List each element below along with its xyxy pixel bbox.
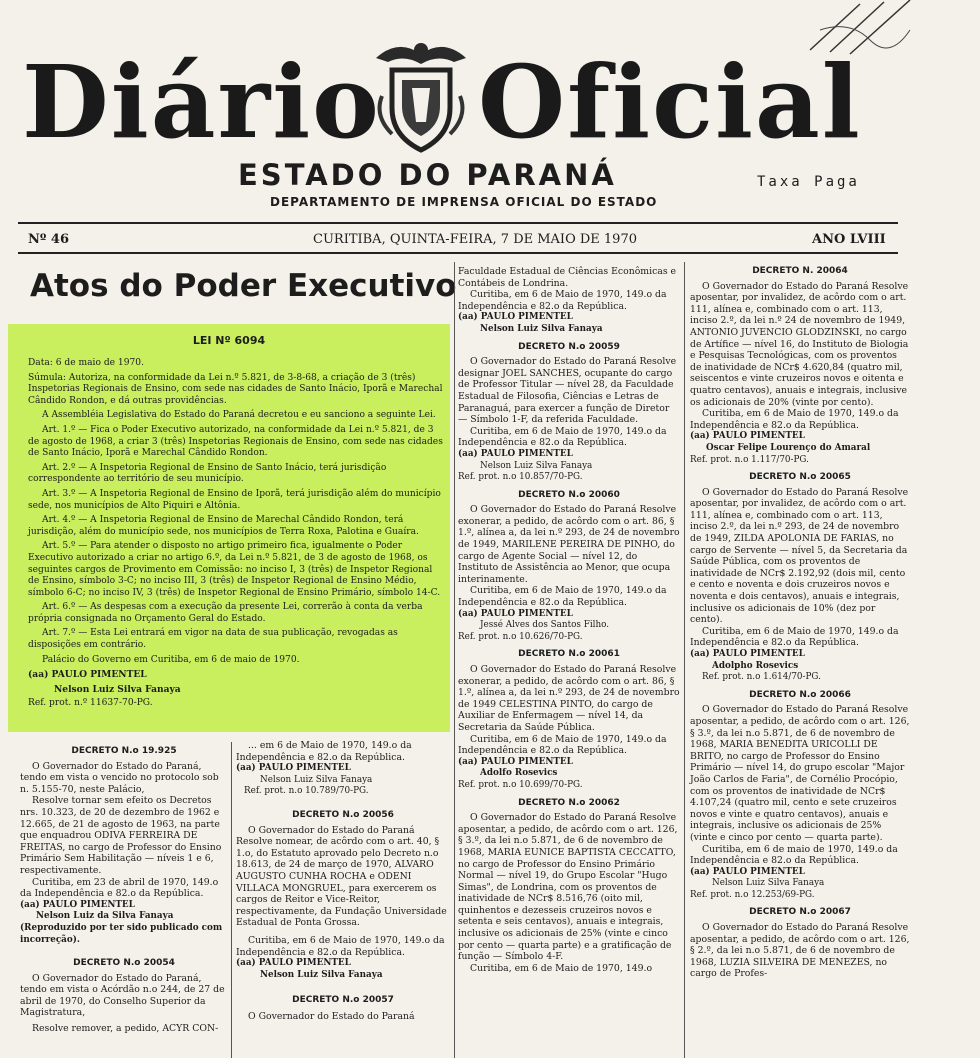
decree-paragraph: O Governador do Estado do Paraná Resolve nomear, de acôrdo com o art. 40, § 1.o, do Estatuto aprovado pelo Decreto n.o 18.613, de 24 de março de 1970, ALVARO AUGUSTO CUNHA ROCHA e ODENI VILLACA MONGRUEL, para exercerem os cargos de Reitor e Vice-Reitor, respectivamente, da Fundação Universidade Estadual de Ponta Grossa.: [236, 824, 447, 929]
decree-heading: DECRETO N.o 20067: [749, 907, 851, 918]
decree-heading: DECRETO N.o 20054: [73, 958, 175, 969]
masthead-rule-top: [18, 222, 898, 224]
dateline: [20, 232, 900, 250]
decree-paragraph: O Governador do Estado do Paraná, tendo em vista o Acórdão n.o 244, de 27 de abril de 1970, do Conselho Superior da Magistratura,: [20, 972, 225, 1019]
column-divider: [231, 742, 232, 1058]
decree-paragraph: Curitiba, em 6 de Maio de 1970, 149.o da Independência e 82.o da República.: [458, 585, 667, 609]
signature-scribble-icon: [800, 0, 920, 60]
decree-signature: Nelson Luiz Silva Fanaya: [480, 323, 603, 334]
decree-heading: DECRETO N.o 20062: [518, 797, 620, 808]
year-number: ANO LVIII: [812, 232, 886, 247]
law-paragraph: Art. 2.º — A Inspetoria Regional de Ensino de Santo Inácio, terá jurisdição correspondente ao território de seu município.: [28, 462, 387, 485]
law-paragraph: Art. 5.º — Para atender o disposto no artigo primeiro fica, igualmente o Poder Executivo autorizado a criar no artigo 6.º, da Lei n.º 5.821, de 3 de agosto de 1968, os seguintes cargos de Provimento em Comissão: no inciso I, 3 (três) de Inspetor Regional de Ensino, símbolo 3-C; no inciso III, 3 (três) de Inspetor Regional de Ensino Médio, símbolo 6-C; no inciso IV, 3 (três) de Inspetor Regional de Ensino Primário, símbolo 14-C.: [28, 541, 441, 598]
decree-paragraph: Faculdade Estadual de Ciências Econômicas e Contábeis de Londrina.: [458, 266, 677, 289]
decree-reference: Ref. prot. n.o 10.789/70-PG.: [244, 786, 369, 797]
decree-heading: DECRETO N.o 20060: [518, 489, 620, 500]
column-2: [236, 740, 450, 1022]
law-paragraph: Art. 3.º — A Inspetoria Regional de Ensino de Iporã, terá jurisdição além do município sede, nos municípios de Alto Piquiri e Altônia.: [28, 488, 441, 511]
masthead: [0, 0, 980, 228]
decree-heading: DECRETO N.o 20065: [749, 472, 851, 483]
decree-paragraph: O Governador do Estado do Paraná Resolve exonerar, a pedido, de acôrdo com o art. 86, § 1.º, alínea a, da lei n.º 293, de 24 de novembro de 1949 CELESTINA PINTO, do cargo de Auxiliar de Enfermagem — nível 14, da Secretaria da Saúde Pública.: [458, 664, 680, 733]
decree-paragraph: O Governador do Estado do Paraná Resolve aposentar, a pedido, de acôrdo com o art. 126, § 3.º, da lei n.o 5.871, de 6 de novembro de 1968, MARIA BENEDITA URICOLLI DE BRITO, no cargo de Professor do Ensino Primário — nível 14, do grupo escolar "Major João Carlos de Faria", de Cornélio Procópio, com os proventos de inatividade de NCr$ 4.107,24 (quatro mil, cento e sete cruzeiros novos e vinte e quatro centavos), anuais e integrais, inclusive os adicionais de 25% (vinte e cinco por cento — quarta parte).: [690, 704, 910, 843]
decree-heading: DECRETO N.o 20059: [518, 341, 620, 352]
decree-signature: Adolfo Rosevics: [480, 768, 558, 779]
law-reference: Ref. prot. n.º 11637-70-PG.: [28, 698, 153, 709]
decree-signature: Nelson Luiz Silva Fanaya: [260, 969, 383, 980]
decree-paragraph: Curitiba, em 6 de Maio de 1970, 149.o da Independência e 82.o da República.: [690, 625, 899, 649]
decree-paragraph: O Governador do Estado do Paraná Resolve aposentar, por invalidez, de acôrdo com o art. 111, alínea e, combinado com o art. 113, inciso 2.º, da lei n.º 293, de 24 de novembro de 1949, ZILDA APOLONIA DE FARIAS, no cargo de Servente — nível 5, da Secretaria da Saúde Pública, com os proventos de inatividade de NCr$ 2.192,92 (dois mil, cento e cento e noventa e dois cruzeiros novos e noventa e dois centavos), anuais e integrais, inclusive os adicionais de 10% (dez por cento).: [690, 486, 909, 626]
masthead-title-right: Oficial: [478, 43, 862, 161]
issue-number: Nº 46: [28, 232, 69, 247]
decree-paragraph: Curitiba, em 6 de Maio de 1970, 149.o da Independência e 82.o da República.: [236, 934, 445, 958]
decree-signature: Nelson Luiz Silva Fanaya: [712, 878, 825, 889]
law-signature: Nelson Luiz Silva Fanaya: [54, 683, 181, 695]
decree-signature: Oscar Felipe Lourenço do Amaral: [706, 442, 871, 453]
law-paragraph: Art. 1.º — Fica o Poder Executivo autorizado, na conformidade da Lei n.º 5.821, de 3 de agosto de 1968, a criar 3 (três) Inspetorias Regionais de Ensino, com sede nas cidades de Santo Inácio, Iporã e Marechal Cândido Rondon.: [28, 424, 443, 459]
postage-paid-stamp: Taxa Paga: [757, 174, 860, 190]
decree-signature: (aa) PAULO PIMENTEL: [690, 866, 805, 877]
column-1: [20, 740, 228, 1035]
law-body: [28, 358, 444, 713]
decree-signature: (aa) PAULO PIMENTEL: [20, 899, 135, 910]
decree-paragraph: Curitiba, em 6 de Maio de 1970, 149.o da Independência e 82.o da República.: [458, 425, 667, 449]
law-paragraph: Súmula: Autoriza, na conformidade da Lei n.º 5.821, de 3-8-68, a criação de 3 (três) Inspetorias Regionais de Ensino, com sede nas cidades de Santo Inácio, Iporã e Marechal Cândido Rondon, e dá outras providências.: [28, 372, 443, 406]
decree-paragraph: Curitiba, em 6 de Maio de 1970, 149.o da Independência e 82.o da República.: [458, 289, 667, 312]
decree-signature: Nelson Luiz Silva Fanaya: [480, 460, 593, 471]
law-paragraph: Art. 7.º — Esta Lei entrará em vigor na data de sua publicação, revogadas as disposições em contrário.: [28, 628, 398, 651]
decree-signature: (aa) PAULO PIMENTEL: [458, 756, 573, 767]
decree-paragraph: Resolve remover, a pedido, ACYR CON-: [32, 1023, 219, 1035]
decree-signature: (aa) PAULO PIMENTEL: [458, 608, 573, 619]
decree-paragraph: O Governador do Estado do Paraná Resolve aposentar, por invalidez, de acôrdo com o art. 111, alínea e, combinado com o art. 113, inciso 2.º, da lei n.º 24 de novembro de 1949, ANTONIO JUVENCIO GLODZINSKI, no cargo de Artífice — nível 16, do Instituto de Biologia e Pesquisas Tecnológicas, com os proventos de inatividade de NCr$ 4.620,84 (quatro mil, seiscentos e vinte cruzeiros novos e oitenta e quatro centavos), anuais e integrais, inclusive os adicionais de 20% (vinte por cento).: [690, 280, 909, 408]
decree-paragraph: Curitiba, em 6 de Maio de 1970, 149.o: [470, 962, 653, 974]
department-name: DEPARTAMENTO DE IMPRENSA OFICIAL DO ESTADO: [270, 195, 658, 209]
law-paragraph: Data: 6 de maio de 1970.: [28, 358, 144, 368]
decree-signature: (aa) PAULO PIMENTEL: [236, 958, 351, 969]
decree-signature: Jessé Alves dos Santos Filho.: [480, 620, 610, 631]
section-title: Atos do Poder Executivo: [30, 268, 457, 304]
law-title: LEI Nº 6094: [192, 334, 266, 347]
coat-of-arms-icon: [368, 36, 474, 156]
decree-signature: (aa) PAULO PIMENTEL: [236, 763, 351, 774]
decree-reference: Ref. prot. n.o 12.253/69-PG.: [690, 889, 815, 900]
decree-signature: (aa) PAULO PIMENTEL: [690, 431, 805, 442]
law-paragraph: Art. 4.º — A Inspetoria Regional de Ensino de Marechal Cândido Rondon, terá jurisdição, além do município sede, nos municípios de Terra Roxa, Palotina e Guaíra.: [28, 515, 419, 537]
decree-paragraph: O Governador do Estado do Paraná Resolve aposentar, a pedido, de acôrdo com o art. 126, § 2.º, da lei n.o 5.871, de 6 de novembro de 1968, LUZIA SILVEIRA DE MENEZES, no cargo de Profes-: [690, 922, 910, 980]
column-4: [690, 266, 910, 980]
decree-paragraph: Curitiba, em 6 de Maio de 1970, 149.o da Independência e 82.o da República.: [458, 733, 667, 757]
law-signature: (aa) PAULO PIMENTEL: [28, 669, 147, 681]
decree-paragraph: Resolve tornar sem efeito os Decretos nrs. 10.323, de 20 de dezembro de 1962 e 12.665, de 21 de agosto de 1963, na parte que enquadrou ODIVA FERREIRA DE FREITAS, no cargo de Professor do Ensino Primário Sem Habilitação — níveis 1 e 6, respectivamente.: [20, 795, 222, 876]
decree-signature: (aa) PAULO PIMENTEL: [458, 448, 573, 459]
decree-signature: (aa) PAULO PIMENTEL: [690, 649, 805, 659]
masthead-title-left: Diário: [22, 43, 381, 161]
decree-signature: Nelson Luiz da Silva Fanaya: [36, 911, 174, 922]
state-name: ESTADO DO PARANÁ: [238, 158, 617, 192]
decree-signature: Adolpho Rosevics: [712, 660, 799, 671]
decree-heading: DECRETO N.o 19.925: [71, 746, 177, 756]
decree-paragraph: ... em 6 de Maio de 1970, 149.o da Independência e 82.o da República.: [236, 740, 412, 763]
decree-paragraph: O Governador do Estado do Paraná Resolve designar JOEL SANCHES, ocupante do cargo de Professor Titular — nível 28, da Faculdade Estadual de Filosofia, Ciências e Letras de Paranaguá, para exercer a função de Diretor — Símbolo 1-F, da referida Faculdade.: [458, 356, 677, 426]
city-date: CURITIBA, QUINTA-FEIRA, 7 DE MAIO DE 1970: [313, 232, 637, 247]
decree-paragraph: O Governador do Estado do Paraná Resolve exonerar, a pedido, de acôrdo com o art. 86, § 1.º, alínea a, da lei n.º 293, de 24 de novembro de 1949, MARILENE PEREIRA DE PINHO, do cargo de Agente Social — nível 12, do Instituto de Assistência ao Menor, que ocupa interinamente.: [458, 504, 680, 585]
decree-heading: DECRETO N.o 20061: [518, 649, 620, 660]
column-3: [458, 266, 680, 974]
law-paragraph: A Assembléia Legislativa do Estado do Paraná decretou e eu sanciono a seguinte Lei.: [42, 410, 436, 421]
decree-paragraph: Curitiba, em 6 de Maio de 1970, 149.o da Independência e 82.o da República.: [690, 408, 899, 431]
decree-paragraph: Curitiba, em 23 de abril de 1970, 149.o da Independência e 82.o da República.: [20, 876, 219, 900]
decree-reference: Ref. prot. n.o 10.626/70-PG.: [458, 631, 583, 642]
decree-heading: DECRETO N.o 20066: [749, 689, 851, 700]
law-paragraph: Art. 6.º — As despesas com a execução da presente Lei, correrão à conta da verba própria consignada no Orçamento Geral do Estado.: [28, 602, 423, 624]
decree-paragraph: Curitiba, em 6 de maio de 1970, 149.o da Independência e 82.o da República.: [690, 843, 898, 867]
decree-reference: Ref. prot. n.o 10.699/70-PG.: [458, 779, 583, 790]
column-divider: [684, 262, 685, 1058]
decree-heading: DECRETO N.o 20057: [292, 995, 394, 1006]
decree-reference: Ref. prot. n.o 10.857/70-PG.: [458, 472, 583, 483]
masthead-rule-bottom: [18, 252, 898, 254]
law-highlight-box: [8, 324, 450, 732]
decree-reference: Ref. prot. n.o 1.614/70-PG.: [702, 672, 821, 683]
decree-heading: DECRETO N. 20064: [752, 266, 848, 276]
decree-paragraph: O Governador do Estado do Paraná, tendo em vista o vencido no protocolo sob n. 5.155-70, neste Palácio,: [20, 760, 219, 795]
decree-note: (Reproduzido por ter sido publicado com incorreção).: [20, 922, 223, 945]
decree-signature: Nelson Luiz Silva Fanaya: [260, 774, 373, 785]
decree-heading: DECRETO N.o 20056: [292, 809, 394, 820]
column-divider: [454, 262, 455, 1058]
decree-paragraph: O Governador do Estado do Paraná: [248, 1010, 415, 1022]
decree-paragraph: O Governador do Estado do Paraná Resolve aposentar, a pedido, de acôrdo com o art. 126, § 3.º, da lei n.o 5.871, de 6 de novembro de 1968, MARIA EUNICE BAPTISTA CECCATTO, no cargo de Professor do Ensino Primário Normal — nível 19, do Grupo Escolar "Hugo Simas", de Londrina, com os proventos de inatividade de NCr$ 8.516,76 (oito mil, quinhentos e dezesseis cruzeiros novos e setenta e seis centavos), anuais e integrais, inclusive os adicionais de 25% (vinte e cinco por cento — quarta parte) e a gratificação de função — Símbolo 4-F.: [458, 812, 678, 963]
decree-reference: Ref. prot. n.o 1.117/70-PG.: [690, 454, 809, 465]
decree-signature: (aa) PAULO PIMENTEL: [458, 312, 573, 323]
law-paragraph: Palácio do Governo em Curitiba, em 6 de maio de 1970.: [42, 654, 300, 665]
